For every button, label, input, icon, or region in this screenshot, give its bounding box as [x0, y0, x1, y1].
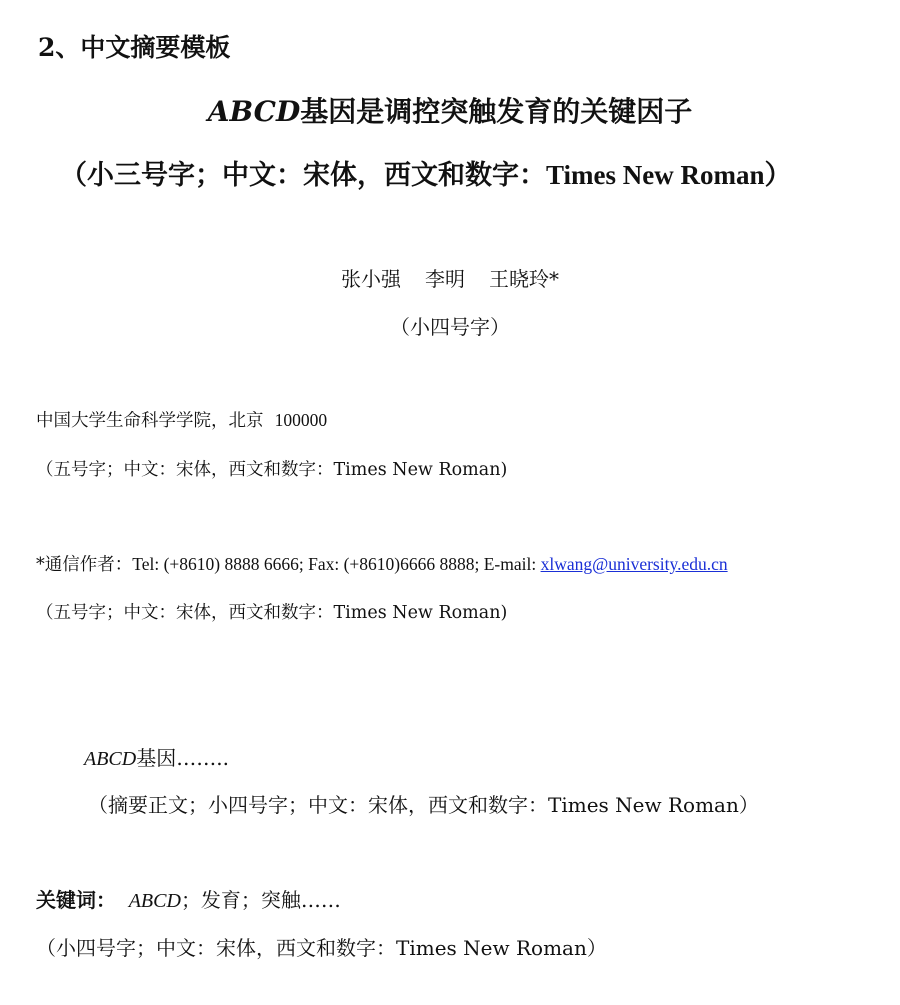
- author-name: 张小强: [341, 267, 401, 291]
- abstract-gene-name: ABCD: [84, 748, 137, 770]
- abstract-format-note: （摘要正文；小四号字；中文：宋体，西文和数字：Times New Roman）: [88, 793, 759, 817]
- authors-format-note: （小四号字）: [390, 315, 510, 339]
- affiliation: [36, 407, 327, 432]
- title-format-note: [60, 153, 792, 192]
- title-format-open: （小三号字；中文：宋体，西文和数字：: [60, 160, 546, 191]
- keywords-text: ；发育；突触……: [180, 888, 341, 912]
- keywords: [36, 884, 341, 913]
- title-gene-name: ABCD: [207, 95, 301, 128]
- keyword-gene-name: ABCD: [128, 890, 181, 912]
- author-name-corresponding: 王晓玲*: [489, 267, 559, 291]
- affiliation-postcode: 100000: [274, 410, 328, 430]
- correspondence-format-note: （五号字；中文：宋体，西文和数字：Times New Roman): [36, 603, 508, 623]
- abstract-body: [84, 742, 229, 771]
- affiliation-text: 中国大学生命科学学院，北京: [36, 411, 264, 431]
- email-link[interactable]: xlwang@university.edu.cn: [540, 554, 728, 574]
- author-list: [0, 263, 900, 292]
- title-format-close: ）: [764, 160, 792, 191]
- title-text: 基因是调控突触发育的关键因子: [300, 95, 693, 128]
- affiliation-format-note: （五号字；中文：宋体，西文和数字：Times New Roman): [36, 460, 508, 480]
- keywords-format-note: （小四号字；中文：宋体，西文和数字：Times New Roman）: [36, 936, 607, 960]
- keywords-label: 关键词：: [36, 888, 116, 912]
- abstract-text: 基因……..: [136, 746, 229, 770]
- title-format-font: Times New Roman: [546, 160, 765, 190]
- paper-title: [0, 90, 900, 130]
- correspondence-label: *通信作者：: [36, 555, 133, 575]
- correspondence-details: Tel: (+8610) 8888 6666; Fax: (+8610)6666 8888; E-mail:: [132, 554, 541, 574]
- correspondence: [36, 551, 728, 576]
- section-heading: 2、中文摘要模板: [38, 33, 231, 62]
- author-name: 李明: [425, 267, 465, 291]
